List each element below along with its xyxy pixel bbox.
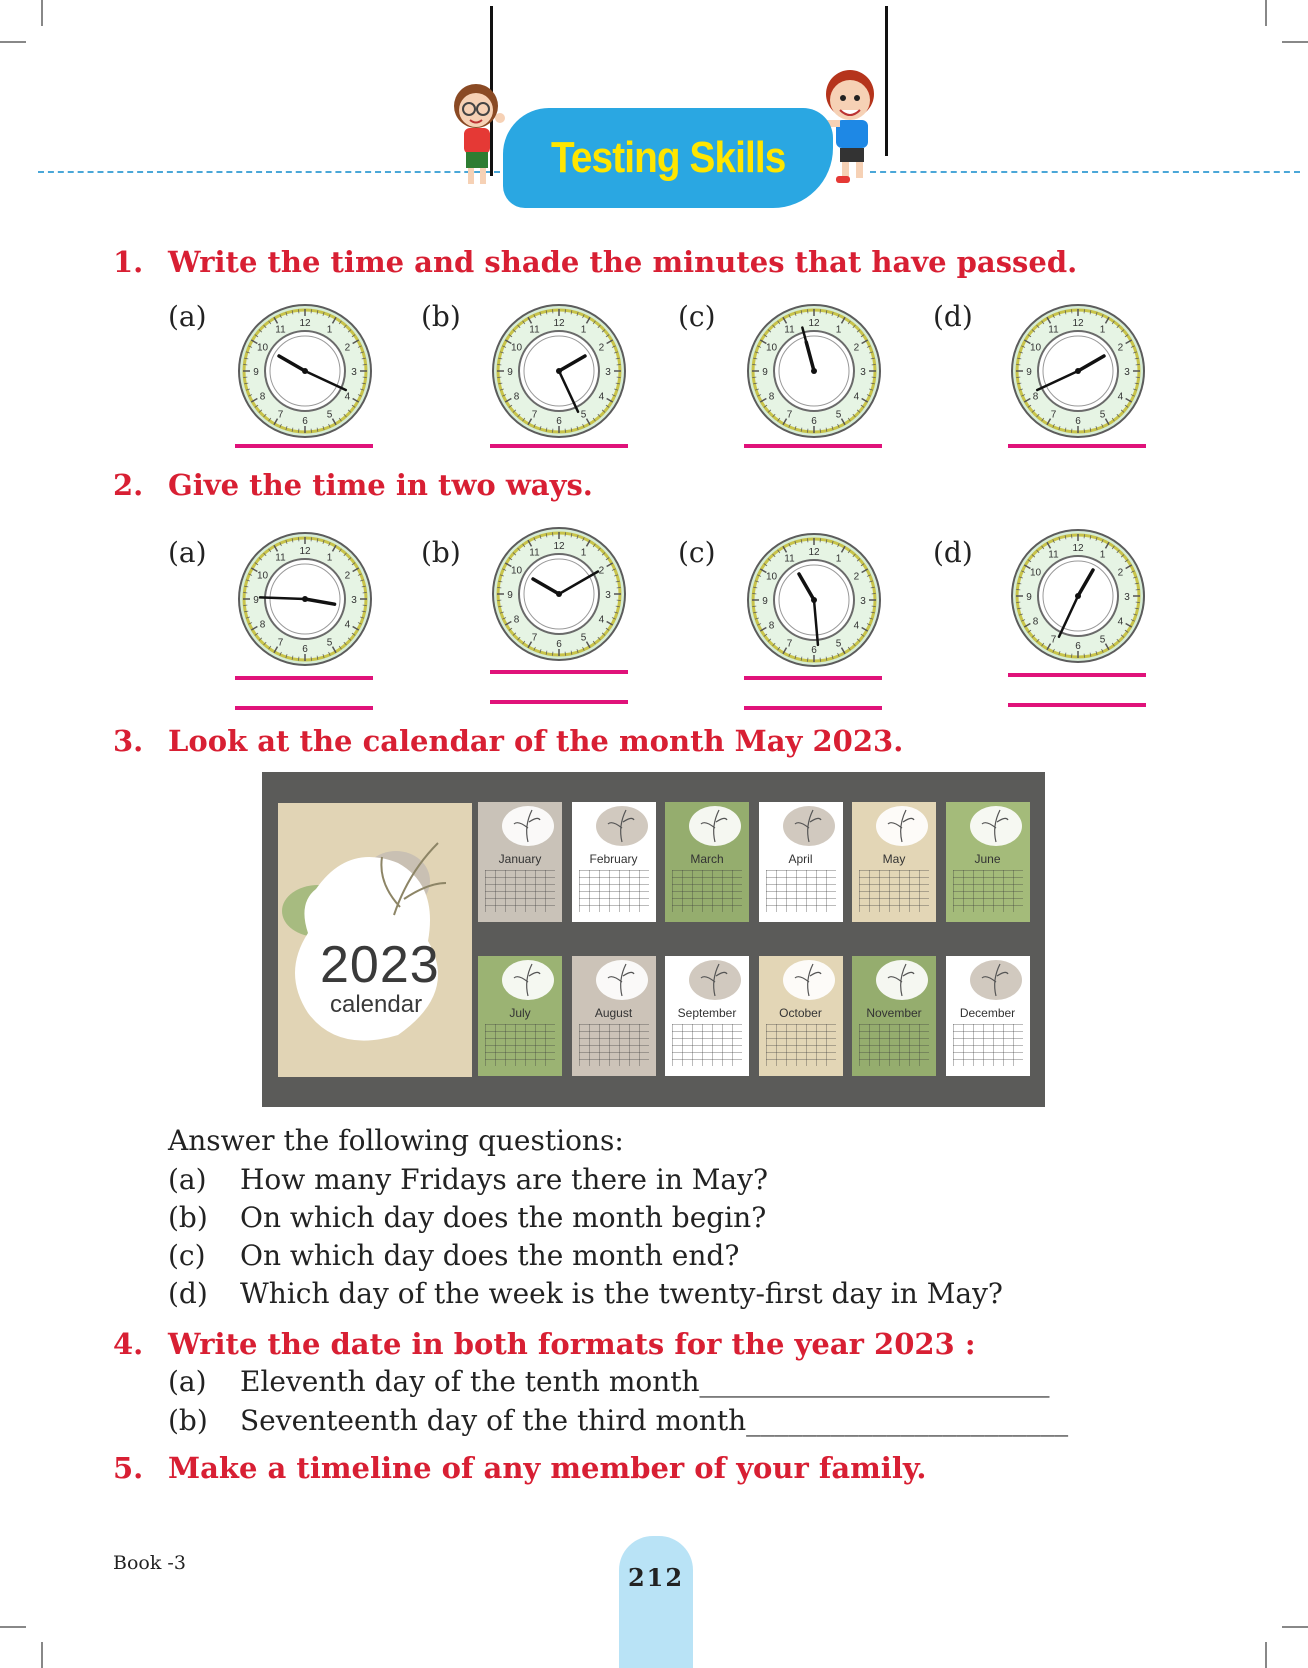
crop-mark (1265, 0, 1267, 26)
clock-numeral: 1 (1099, 549, 1106, 561)
month-card (478, 956, 562, 1076)
sub-question (168, 1201, 766, 1234)
month-card (572, 956, 656, 1076)
clock-numeral: 10 (1030, 342, 1042, 354)
clock-face (745, 531, 883, 669)
answer-line[interactable] (490, 670, 628, 674)
month-date-grid (579, 870, 649, 912)
clock-numeral: 5 (326, 637, 333, 649)
month-leaf-art (759, 802, 843, 852)
sub-question-label: (a) (168, 1163, 207, 1196)
month-leaf-art (852, 956, 936, 1006)
clock-numeral: 4 (853, 620, 860, 632)
clock-face (1009, 527, 1147, 665)
clock-numeral: 10 (511, 565, 523, 577)
clock-numeral: 11 (275, 324, 286, 336)
question-2 (113, 468, 593, 502)
month-name: September (677, 1006, 737, 1020)
clock-numeral: 1 (835, 324, 842, 336)
clock-numeral: 3 (351, 595, 357, 606)
clock-numeral: 8 (513, 391, 520, 403)
dashed-divider-left (38, 171, 500, 173)
month-leaf-art (852, 802, 936, 852)
clock-center (1075, 368, 1081, 374)
answer-intro: Answer the following questions: (168, 1124, 624, 1157)
clock-svg (236, 302, 374, 440)
clock-center (556, 368, 562, 374)
clock-numeral: 9 (1026, 367, 1032, 378)
clock-svg (236, 530, 374, 668)
clock-numeral: 11 (1048, 549, 1059, 561)
clock-numeral: 12 (299, 318, 311, 329)
month-leaf-art (478, 802, 562, 852)
clock-numeral: 3 (860, 367, 866, 378)
question-text: Write the time and shade the minutes that have passed. (168, 245, 1078, 279)
date-item-text: Seventeenth day of the third month_______________________ (240, 1404, 1069, 1437)
clock-face (236, 302, 374, 440)
clock-numeral: 4 (1117, 391, 1124, 403)
month-card (759, 802, 843, 922)
crop-mark (1265, 1642, 1267, 1668)
clock-numeral: 5 (1099, 409, 1106, 421)
month-date-grid (859, 1024, 929, 1066)
clock-numeral: 6 (556, 639, 562, 650)
month-card (946, 956, 1030, 1076)
clock-center (811, 368, 817, 374)
clock-numeral: 3 (605, 367, 611, 378)
month-name: June (974, 852, 1001, 866)
sub-question-label: (b) (168, 1201, 208, 1234)
calendar-cover (278, 803, 472, 1077)
clock-numeral: 4 (598, 614, 605, 626)
clock-numeral: 5 (835, 409, 842, 421)
page-title: Testing Skills (550, 133, 786, 182)
question-number: 2. (113, 468, 144, 502)
clock-numeral: 7 (786, 409, 793, 421)
clock-numeral: 12 (553, 541, 565, 552)
clock-numeral: 8 (768, 620, 775, 632)
crop-mark (41, 0, 43, 26)
month-name: April (788, 852, 813, 866)
clock-numeral: 1 (326, 552, 333, 564)
clock-numeral: 8 (259, 619, 266, 631)
clock-numeral: 8 (1032, 616, 1039, 628)
month-date-grid (953, 870, 1023, 912)
clock-numeral: 9 (507, 590, 513, 601)
crop-mark (0, 1626, 26, 1628)
title-banner (503, 108, 833, 208)
month-name: August (594, 1006, 633, 1020)
question-text: Make a timeline of any member of your family. (168, 1451, 927, 1485)
question-3 (113, 724, 903, 758)
clock-numeral: 6 (302, 416, 308, 427)
clock-numeral: 10 (511, 342, 523, 354)
clock-numeral: 8 (768, 391, 775, 403)
clock-face (490, 525, 628, 663)
clock-center (302, 596, 308, 602)
clock-svg (745, 302, 883, 440)
answer-line[interactable] (1008, 673, 1146, 677)
month-leaf-art (572, 802, 656, 852)
clock-numeral: 9 (507, 367, 513, 378)
question-1 (113, 245, 1077, 279)
crop-mark (41, 1642, 43, 1668)
clock-numeral: 10 (257, 342, 269, 354)
clock-numeral: 4 (344, 391, 351, 403)
month-leaf-art (572, 956, 656, 1006)
month-name: October (779, 1006, 822, 1020)
sub-question-label: (c) (168, 1239, 206, 1272)
clock-numeral: 8 (513, 614, 520, 626)
clock-numeral: 2 (344, 342, 351, 354)
clock-center (811, 597, 817, 603)
clock-face (1009, 302, 1147, 440)
question-text: Write the date in both formats for the year 2023 : (168, 1327, 976, 1361)
clock-numeral: 3 (1124, 367, 1130, 378)
clock-numeral: 11 (529, 547, 540, 559)
clock-numeral: 6 (556, 416, 562, 427)
clock-numeral: 9 (762, 367, 768, 378)
clock-svg (1009, 302, 1147, 440)
month-date-grid (953, 1024, 1023, 1066)
clock-numeral: 2 (853, 342, 860, 354)
option-label: (d) (933, 536, 973, 569)
calendar-image (262, 772, 1045, 1107)
clock-face (490, 302, 628, 440)
date-item-label: (a) (168, 1365, 207, 1398)
option-label: (d) (933, 300, 973, 333)
clock-numeral: 2 (1117, 567, 1124, 579)
calendar-subtitle: calendar (330, 991, 423, 1018)
date-item-text: Eleventh day of the tenth month_________________________ (240, 1365, 1050, 1398)
clock-numeral: 8 (1032, 391, 1039, 403)
answer-line[interactable] (490, 444, 628, 448)
clock-center (302, 368, 308, 374)
question-number: 3. (113, 724, 144, 758)
clock-numeral: 10 (1030, 567, 1042, 579)
clock-numeral: 9 (1026, 592, 1032, 603)
calendar-year: 2023 (320, 936, 440, 994)
clock-numeral: 1 (326, 324, 333, 336)
clock-numeral: 5 (580, 409, 587, 421)
clock-numeral: 6 (302, 644, 308, 655)
date-item (168, 1365, 1050, 1398)
answer-line[interactable] (235, 444, 373, 448)
month-date-grid (485, 1024, 555, 1066)
clock-numeral: 9 (253, 595, 259, 606)
answer-line[interactable] (235, 706, 373, 710)
date-item-label: (b) (168, 1404, 208, 1437)
month-name: December (959, 1006, 1016, 1020)
crop-mark (1282, 41, 1308, 43)
clock-numeral: 7 (1050, 409, 1057, 421)
sub-question (168, 1163, 768, 1196)
page-number-tab (619, 1536, 693, 1668)
month-card (852, 956, 936, 1076)
clock-numeral: 7 (277, 409, 284, 421)
month-date-grid (485, 870, 555, 912)
answer-line[interactable] (490, 700, 628, 704)
clock-numeral: 5 (580, 632, 587, 644)
clock-face (745, 302, 883, 440)
option-label: (c) (678, 300, 716, 333)
clock-numeral: 3 (605, 590, 611, 601)
question-number: 5. (113, 1451, 144, 1485)
clock-numeral: 7 (531, 409, 538, 421)
girl-illustration (440, 76, 512, 188)
clock-numeral: 11 (529, 324, 540, 336)
question-5 (113, 1451, 926, 1485)
month-leaf-art (946, 956, 1030, 1006)
clock-numeral: 11 (275, 552, 286, 564)
clock-center (556, 591, 562, 597)
month-leaf-art (478, 956, 562, 1006)
question-number: 1. (113, 245, 144, 279)
month-card (665, 802, 749, 922)
clock-numeral: 10 (766, 342, 778, 354)
option-label: (c) (678, 536, 716, 569)
clock-numeral: 2 (598, 342, 605, 354)
clock-numeral: 2 (853, 571, 860, 583)
answer-line[interactable] (1008, 703, 1146, 707)
clock-numeral: 1 (835, 553, 842, 565)
month-date-grid (859, 870, 929, 912)
month-name: January (498, 852, 542, 866)
clock-numeral: 11 (1048, 324, 1059, 336)
question-number: 4. (113, 1327, 144, 1361)
clock-numeral: 3 (1124, 592, 1130, 603)
month-leaf-art (665, 802, 749, 852)
clock-numeral: 12 (1072, 318, 1084, 329)
clock-numeral: 9 (762, 596, 768, 607)
clock-numeral: 4 (598, 391, 605, 403)
answer-line[interactable] (235, 676, 373, 680)
clock-numeral: 5 (326, 409, 333, 421)
clock-numeral: 11 (784, 324, 795, 336)
clock-face (236, 530, 374, 668)
month-leaf-art (946, 802, 1030, 852)
clock-numeral: 8 (259, 391, 266, 403)
clock-numeral: 1 (580, 547, 587, 559)
month-card (759, 956, 843, 1076)
clock-numeral: 10 (766, 571, 778, 583)
clock-numeral: 5 (1099, 634, 1106, 646)
clock-numeral: 12 (808, 318, 820, 329)
clock-numeral: 6 (811, 645, 817, 656)
question-text: Give the time in two ways. (168, 468, 593, 502)
sub-question-text: Which day of the week is the twenty-first day in May? (240, 1277, 1003, 1310)
clock-numeral: 6 (811, 416, 817, 427)
month-card (946, 802, 1030, 922)
clock-numeral: 3 (860, 596, 866, 607)
clock-numeral: 9 (253, 367, 259, 378)
clock-numeral: 1 (1099, 324, 1106, 336)
clock-numeral: 6 (1075, 416, 1081, 427)
clock-numeral: 12 (299, 546, 311, 557)
month-name: November (866, 1006, 922, 1020)
answer-line[interactable] (744, 706, 882, 710)
clock-minute-hand (260, 597, 305, 599)
clock-numeral: 12 (553, 318, 565, 329)
sub-question-text: On which day does the month end? (240, 1239, 740, 1272)
sub-question (168, 1277, 1003, 1310)
clock-numeral: 7 (531, 632, 538, 644)
clock-numeral: 3 (351, 367, 357, 378)
dashed-divider-right (870, 171, 1300, 173)
clock-numeral: 4 (344, 619, 351, 631)
option-label: (a) (168, 536, 207, 569)
sub-question-text: On which day does the month begin? (240, 1201, 767, 1234)
month-date-grid (766, 870, 836, 912)
option-label: (a) (168, 300, 207, 333)
clock-numeral: 7 (1050, 634, 1057, 646)
month-date-grid (579, 1024, 649, 1066)
sub-question (168, 1239, 739, 1272)
clock-numeral: 12 (808, 547, 820, 558)
option-label: (b) (421, 536, 461, 569)
clock-numeral: 12 (1072, 543, 1084, 554)
month-card (572, 802, 656, 922)
date-item (168, 1404, 1068, 1437)
clock-numeral: 11 (784, 553, 795, 565)
answer-line[interactable] (744, 676, 882, 680)
clock-numeral: 7 (277, 637, 284, 649)
clock-numeral: 4 (853, 391, 860, 403)
clock-svg (745, 531, 883, 669)
clock-numeral: 7 (786, 638, 793, 650)
clock-numeral: 10 (257, 570, 269, 582)
clock-svg (1009, 527, 1147, 665)
month-date-grid (672, 1024, 742, 1066)
clock-numeral: 6 (1075, 641, 1081, 652)
answer-line[interactable] (1008, 444, 1146, 448)
clock-numeral: 4 (1117, 616, 1124, 628)
sub-question-label: (d) (168, 1277, 208, 1310)
month-name: July (509, 1006, 531, 1020)
clock-svg (490, 525, 628, 663)
month-name: May (882, 852, 906, 866)
answer-line[interactable] (744, 444, 882, 448)
month-name: March (690, 852, 724, 866)
month-card (665, 956, 749, 1076)
clock-numeral: 2 (1117, 342, 1124, 354)
clock-center (1075, 593, 1081, 599)
crop-mark (0, 41, 26, 43)
clock-svg (490, 302, 628, 440)
question-4 (113, 1327, 976, 1361)
month-leaf-art (665, 956, 749, 1006)
clock-numeral: 5 (835, 638, 842, 650)
clock-numeral: 1 (580, 324, 587, 336)
question-text: Look at the calendar of the month May 2023. (168, 724, 904, 758)
option-label: (b) (421, 300, 461, 333)
month-card (478, 802, 562, 922)
clock-numeral: 2 (344, 570, 351, 582)
month-date-grid (672, 870, 742, 912)
crop-mark (1282, 1626, 1308, 1628)
page-number: 212 (627, 1563, 685, 1592)
month-card (852, 802, 936, 922)
month-name: February (589, 852, 638, 866)
sub-question-text: How many Fridays are there in May? (240, 1163, 768, 1196)
month-leaf-art (759, 956, 843, 1006)
clock-numeral: 2 (598, 565, 605, 577)
month-date-grid (766, 1024, 836, 1066)
book-label: Book -3 (113, 1552, 186, 1574)
